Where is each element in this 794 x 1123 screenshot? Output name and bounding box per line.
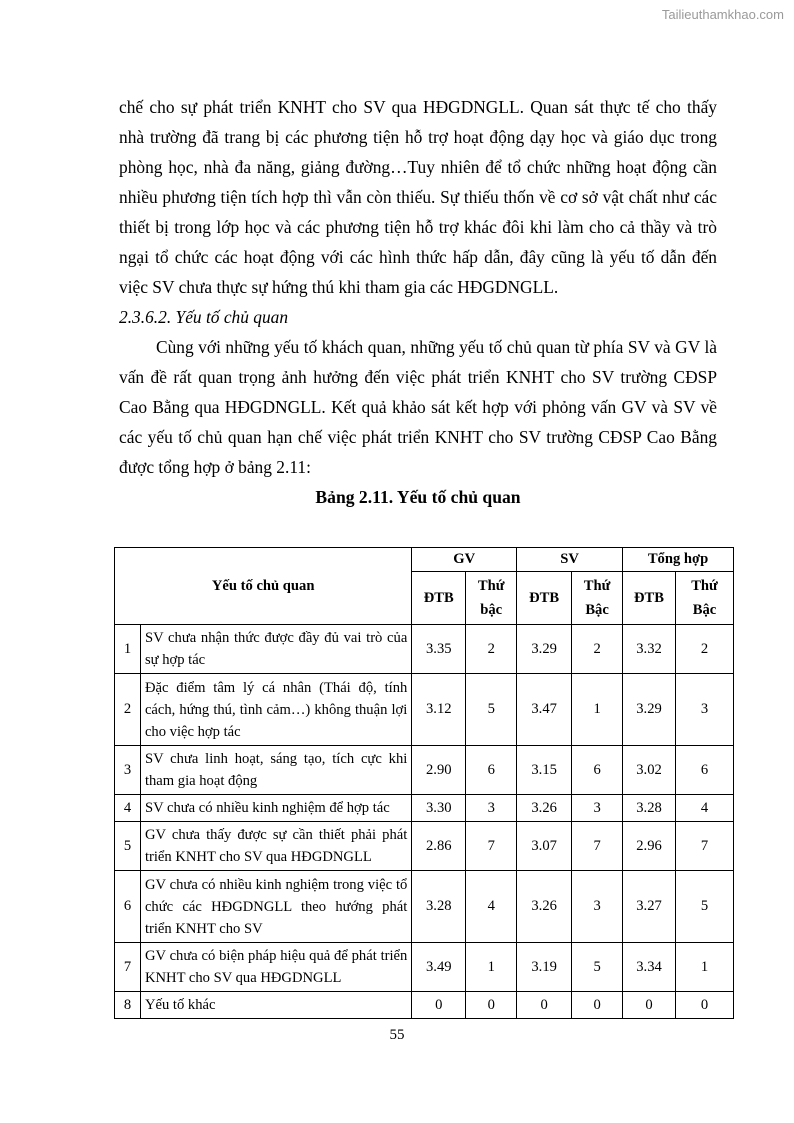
- page-number: 55: [389, 1027, 405, 1043]
- header-gv-rank: Thứ bậc: [466, 572, 517, 625]
- gv-dtb: 0: [412, 992, 466, 1019]
- factor-text: GV chưa có biện pháp hiệu quả để phát triển KNHT cho SV qua HĐGDNGLL: [140, 943, 411, 992]
- table-row: [115, 943, 734, 992]
- total-dtb: 3.02: [623, 746, 676, 795]
- sv-rank: 6: [572, 746, 623, 795]
- sv-dtb: 3.26: [517, 871, 572, 943]
- table-row: [115, 871, 734, 943]
- paragraph-1: chế cho sự phát triển KNHT cho SV qua HĐGDNGLL. Quan sát thực tế cho thấy nhà trường đã trang bị các phương tiện hỗ trợ hoạt động dạy học và giáo dục trong phòng học, nhà đa năng, giảng đường…Tuy nhiên để tổ chức những hoạt động cần nhiều phương tiện tích hợp thì vẫn còn thiếu. Sự thiếu thốn về cơ sở vật chất như các thiết bị trong lớp học và các phương tiện hỗ trợ khác đôi khi làm cho cả thầy và trò ngại tổ chức các hoạt động với các hình thức hấp dẫn, đây cũng là yếu tố dẫn đến việc SV chưa thực sự hứng thú khi tham gia các HĐGDNGLL.: [119, 97, 717, 297]
- gv-rank: 0: [466, 992, 517, 1019]
- gv-dtb: 2.90: [412, 746, 466, 795]
- factor-text: GV chưa thấy được sự cần thiết phải phát triển KNHT cho SV qua HĐGDNGLL: [140, 822, 411, 871]
- total-rank: 0: [676, 992, 734, 1019]
- sv-dtb: 3.47: [517, 674, 572, 746]
- total-dtb: 3.28: [623, 795, 676, 822]
- table-row: [115, 674, 734, 746]
- gv-rank: 7: [466, 822, 517, 871]
- sv-dtb: 3.19: [517, 943, 572, 992]
- header-group-sv: SV: [517, 548, 623, 572]
- gv-dtb: 3.28: [412, 871, 466, 943]
- gv-dtb: 2.86: [412, 822, 466, 871]
- sv-dtb: 0: [517, 992, 572, 1019]
- sv-rank: 3: [572, 795, 623, 822]
- header-sv-dtb: ĐTB: [517, 572, 572, 625]
- table-row: [115, 795, 734, 822]
- factor-text: Đặc điểm tâm lý cá nhân (Thái độ, tính cách, hứng thú, tình cảm…) không thuận lợi cho việc hợp tác: [140, 674, 411, 746]
- row-number: 4: [115, 795, 141, 822]
- section-heading: 2.3.6.2. Yếu tố chủ quan: [119, 307, 289, 327]
- gv-dtb: 3.35: [412, 625, 466, 674]
- factor-text: SV chưa nhận thức được đầy đủ vai trò của sự hợp tác: [140, 625, 411, 674]
- total-rank: 2: [676, 625, 734, 674]
- sv-rank: 3: [572, 871, 623, 943]
- factor-text: Yếu tố khác: [140, 992, 411, 1019]
- gv-dtb: 3.49: [412, 943, 466, 992]
- total-dtb: 2.96: [623, 822, 676, 871]
- factor-text: SV chưa có nhiều kinh nghiệm để hợp tác: [140, 795, 411, 822]
- table-row: [115, 746, 734, 795]
- factors-table: [114, 547, 734, 1019]
- gv-rank: 5: [466, 674, 517, 746]
- factor-text: SV chưa linh hoạt, sáng tạo, tích cực khi tham gia hoạt động: [140, 746, 411, 795]
- total-dtb: 3.27: [623, 871, 676, 943]
- total-dtb: 3.29: [623, 674, 676, 746]
- row-number: 1: [115, 625, 141, 674]
- paragraph-2: Cùng với những yếu tố khách quan, những yếu tố chủ quan từ phía SV và GV là vấn đề rất quan trọng ảnh hưởng đến việc phát triển KNHT cho SV trường CĐSP Cao Bằng qua HĐGDNGLL. Kết quả khảo sát kết hợp với phỏng vấn GV và SV về các yếu tố chủ quan hạn chế việc phát triển KNHT cho SV trường CĐSP Cao Bằng được tổng hợp ở bảng 2.11:: [119, 337, 717, 477]
- sv-dtb: 3.07: [517, 822, 572, 871]
- sv-dtb: 3.29: [517, 625, 572, 674]
- header-total-dtb: ĐTB: [623, 572, 676, 625]
- table-row: [115, 992, 734, 1019]
- body-text: [119, 92, 717, 514]
- total-rank: 7: [676, 822, 734, 871]
- header-sv-rank: Thứ Bậc: [572, 572, 623, 625]
- table-row: [115, 625, 734, 674]
- factor-text: GV chưa có nhiều kinh nghiệm trong việc tổ chức các HĐGDNGLL theo hướng phát triển KNHT cho SV: [140, 871, 411, 943]
- sv-rank: 1: [572, 674, 623, 746]
- sv-rank: 0: [572, 992, 623, 1019]
- total-rank: 3: [676, 674, 734, 746]
- gv-dtb: 3.12: [412, 674, 466, 746]
- row-number: 8: [115, 992, 141, 1019]
- row-number: 3: [115, 746, 141, 795]
- table-row: [115, 822, 734, 871]
- total-dtb: 3.32: [623, 625, 676, 674]
- row-number: 5: [115, 822, 141, 871]
- header-group-gv: GV: [412, 548, 517, 572]
- gv-rank: 1: [466, 943, 517, 992]
- watermark: Tailieuthamkhao.com: [661, 7, 784, 22]
- gv-rank: 2: [466, 625, 517, 674]
- header-group-total: Tổng hợp: [623, 548, 734, 572]
- table-caption: Bảng 2.11. Yếu tố chủ quan: [315, 487, 521, 507]
- row-number: 2: [115, 674, 141, 746]
- total-rank: 1: [676, 943, 734, 992]
- gv-dtb: 3.30: [412, 795, 466, 822]
- header-total-rank: Thứ Bậc: [676, 572, 734, 625]
- total-dtb: 0: [623, 992, 676, 1019]
- sv-rank: 7: [572, 822, 623, 871]
- sv-dtb: 3.26: [517, 795, 572, 822]
- row-number: 7: [115, 943, 141, 992]
- total-rank: 5: [676, 871, 734, 943]
- total-dtb: 3.34: [623, 943, 676, 992]
- header-factor: Yếu tố chủ quan: [115, 548, 412, 625]
- gv-rank: 6: [466, 746, 517, 795]
- sv-dtb: 3.15: [517, 746, 572, 795]
- total-rank: 6: [676, 746, 734, 795]
- header-gv-dtb: ĐTB: [412, 572, 466, 625]
- sv-rank: 5: [572, 943, 623, 992]
- row-number: 6: [115, 871, 141, 943]
- gv-rank: 4: [466, 871, 517, 943]
- sv-rank: 2: [572, 625, 623, 674]
- total-rank: 4: [676, 795, 734, 822]
- gv-rank: 3: [466, 795, 517, 822]
